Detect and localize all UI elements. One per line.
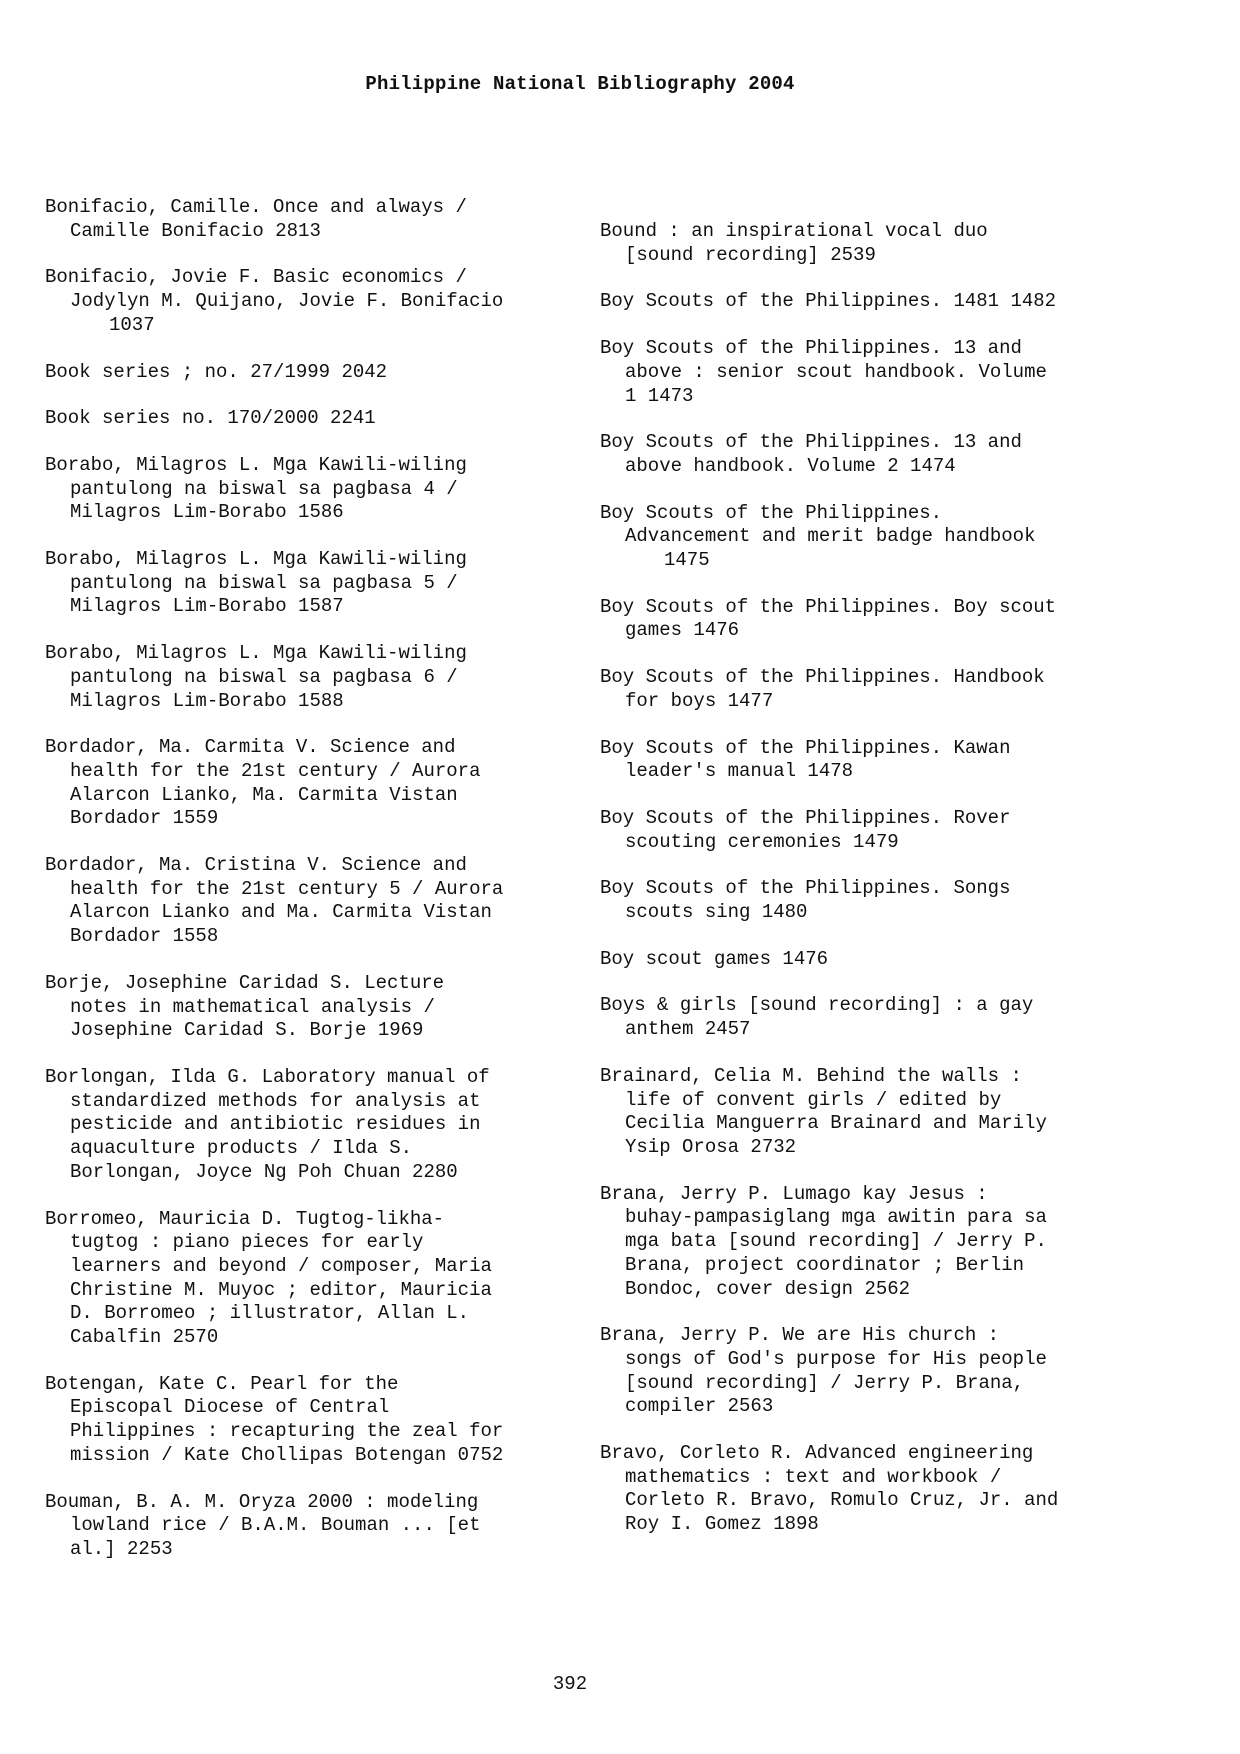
entry-line: aquaculture products / Ilda S. (70, 1137, 413, 1160)
entry-line: Cabalfin 2570 (70, 1326, 219, 1349)
entry-line: Boy scout games 1476 (600, 947, 829, 970)
entry-line: Botengan, Kate C. Pearl for the (45, 1372, 399, 1395)
entry-line: Borlongan, Joyce Ng Poh Chuan 2280 (70, 1160, 458, 1183)
entry-line: tugtog : piano pieces for early (70, 1231, 424, 1254)
page-number: 392 (552, 1673, 588, 1695)
entry-line: pesticide and antibiotic residues in (70, 1113, 481, 1136)
bibliography-entry (600, 948, 1140, 972)
bibliography-entry (45, 1373, 565, 1468)
entry-line: Bonifacio, Camille. Once and always / (45, 196, 467, 218)
left-column (45, 196, 565, 1585)
entry-line: Boy Scouts of the Philippines. Boy scout (600, 595, 1057, 618)
entry-line: pantulong na biswal sa pagbasa 6 / (70, 665, 458, 688)
entry-line: learners and beyond / composer, Maria (70, 1254, 492, 1277)
entry-line: Bordador, Ma. Carmita V. Science and (45, 736, 456, 759)
entry-line: Alarcon Lianko, Ma. Carmita Vistan (70, 783, 458, 806)
bibliography-entry (45, 736, 565, 831)
entry-line: Brana, project coordinator ; Berlin (625, 1253, 1025, 1276)
bibliography-entry (45, 972, 565, 1043)
entry-line: Book series no. 170/2000 2241 (45, 407, 376, 430)
entry-line: [sound recording] 2539 (625, 243, 876, 266)
entry-line: Bonifacio, Jovie F. Basic economics / (45, 266, 467, 289)
entry-line: Borje, Josephine Caridad S. Lecture (45, 971, 445, 994)
bibliography-entry (600, 596, 1140, 643)
entry-line: Josephine Caridad S. Borje 1969 (70, 1019, 424, 1042)
bibliography-entry (45, 407, 565, 431)
bibliography-entry (45, 266, 565, 337)
entry-line: health for the 21st century / Aurora (70, 759, 481, 782)
entry-line: life of convent girls / edited by (625, 1088, 1002, 1111)
entry-line: Borabo, Milagros L. Mga Kawili-wiling (45, 453, 467, 476)
entry-line: Boy Scouts of the Philippines. Handbook (600, 666, 1045, 689)
entry-line: mga bata [sound recording] / Jerry P. (625, 1230, 1047, 1253)
entry-line: Brainard, Celia M. Behind the walls : (600, 1064, 1022, 1087)
entry-line: games 1476 (625, 619, 740, 642)
entry-line: Book series ; no. 27/1999 2042 (45, 360, 388, 383)
entry-line: al.] 2253 (70, 1537, 173, 1560)
entry-line: D. Borromeo ; illustrator, Allan L. (70, 1302, 470, 1325)
entry-line: above handbook. Volume 2 1474 (625, 454, 956, 477)
right-column (600, 220, 1140, 1560)
bibliography-entry (600, 1442, 1140, 1537)
entry-line: Boy Scouts of the Philippines. (600, 501, 943, 524)
entry-line: Borabo, Milagros L. Mga Kawili-wiling (45, 548, 467, 571)
entry-line: Ysip Orosa 2732 (625, 1135, 797, 1158)
entry-line: Brana, Jerry P. We are His church : (600, 1324, 1000, 1347)
entry-line: pantulong na biswal sa pagbasa 4 / (70, 477, 458, 500)
bibliography-entry (600, 994, 1140, 1041)
entry-line: buhay-pampasiglang mga awitin para sa (625, 1206, 1047, 1229)
entry-line: Borromeo, Mauricia D. Tugtog-likha- (45, 1207, 445, 1230)
entry-line: scouts sing 1480 (625, 901, 808, 924)
bibliography-entry (45, 454, 565, 525)
entry-line: Boy Scouts of the Philippines. 1481 1482 (600, 290, 1057, 313)
entry-line: Camille Bonifacio 2813 (70, 219, 321, 242)
entry-line: Christine M. Muyoc ; editor, Mauricia (70, 1278, 492, 1301)
bibliography-entry (45, 196, 565, 243)
entry-line: Brana, Jerry P. Lumago kay Jesus : (600, 1182, 988, 1205)
bibliography-entry (45, 1491, 565, 1562)
bibliography-entry (600, 1065, 1140, 1160)
entry-line: Bordador 1559 (70, 807, 219, 830)
entry-line: Bound : an inspirational vocal duo (600, 220, 988, 242)
entry-line: Borabo, Milagros L. Mga Kawili-wiling (45, 642, 467, 665)
bibliography-entry (45, 854, 565, 949)
bibliography-entry (600, 290, 1140, 314)
bibliography-entry (600, 807, 1140, 854)
entry-line: Boy Scouts of the Philippines. Rover (600, 806, 1011, 829)
entry-line: health for the 21st century 5 / Aurora (70, 877, 504, 900)
entry-line: Boy Scouts of the Philippines. Songs (600, 877, 1011, 900)
bibliography-entry (600, 666, 1140, 713)
bibliography-entry (600, 877, 1140, 924)
entry-line: mission / Kate Chollipas Botengan 0752 (70, 1443, 504, 1466)
entry-line: Bravo, Corleto R. Advanced engineering (600, 1442, 1034, 1465)
bibliography-entry (600, 737, 1140, 784)
page-title: Philippine National Bibliography 2004 (365, 73, 795, 95)
entry-line: Boy Scouts of the Philippines. 13 and (600, 431, 1022, 454)
bibliography-entry (600, 1324, 1140, 1419)
entry-line: Philippines : recapturing the zeal for (70, 1420, 504, 1443)
entry-line: Milagros Lim-Borabo 1587 (70, 595, 344, 618)
entry-line: notes in mathematical analysis / (70, 995, 435, 1018)
bibliography-entry (45, 361, 565, 385)
entry-line: standardized methods for analysis at (70, 1089, 481, 1112)
entry-line: anthem 2457 (625, 1018, 751, 1041)
bibliography-entry (45, 642, 565, 713)
entry-line: leader's manual 1478 (625, 760, 854, 783)
entry-line: 1037 (109, 313, 155, 336)
entry-line: Milagros Lim-Borabo 1586 (70, 501, 344, 524)
entry-line: Episcopal Diocese of Central (70, 1396, 390, 1419)
entry-line: Jodylyn M. Quijano, Jovie F. Bonifacio (70, 290, 504, 313)
entry-line: Bondoc, cover design 2562 (625, 1277, 911, 1300)
bibliography-entry (600, 431, 1140, 478)
entry-line: 1475 (664, 549, 710, 572)
entry-line: mathematics : text and workbook / (625, 1465, 1002, 1488)
bibliography-entry (600, 1183, 1140, 1302)
entry-line: lowland rice / B.A.M. Bouman ... [et (70, 1514, 481, 1537)
bibliography-entry (45, 1066, 565, 1185)
entry-line: scouting ceremonies 1479 (625, 830, 899, 853)
entry-line: compiler 2563 (625, 1395, 774, 1418)
entry-line: Milagros Lim-Borabo 1588 (70, 689, 344, 712)
bibliography-entry (600, 220, 1140, 267)
bibliography-entry (45, 548, 565, 619)
entry-line: Boys & girls [sound recording] : a gay (600, 994, 1034, 1017)
entry-line: Boy Scouts of the Philippines. Kawan (600, 736, 1011, 759)
entry-line: Boy Scouts of the Philippines. 13 and (600, 337, 1022, 360)
entry-line: pantulong na biswal sa pagbasa 5 / (70, 571, 458, 594)
entry-line: Corleto R. Bravo, Romulo Cruz, Jr. and (625, 1489, 1059, 1512)
bibliography-entry (600, 337, 1140, 408)
entry-line: Bordador 1558 (70, 925, 219, 948)
entry-line: Advancement and merit badge handbook (625, 525, 1036, 548)
entry-line: above : senior scout handbook. Volume (625, 360, 1047, 383)
entry-line: songs of God's purpose for His people (625, 1347, 1047, 1370)
entry-line: [sound recording] / Jerry P. Brana, (625, 1371, 1025, 1394)
entry-line: Roy I. Gomez 1898 (625, 1513, 819, 1536)
entry-line: Borlongan, Ilda G. Laboratory manual of (45, 1065, 490, 1088)
entry-line: 1 1473 (625, 384, 694, 407)
entry-line: Cecilia Manguerra Brainard and Marily (625, 1112, 1047, 1135)
entry-line: for boys 1477 (625, 689, 774, 712)
entry-line: Alarcon Lianko and Ma. Carmita Vistan (70, 901, 492, 924)
bibliography-entry (45, 1208, 565, 1350)
entry-line: Bordador, Ma. Cristina V. Science and (45, 854, 467, 877)
entry-line: Bouman, B. A. M. Oryza 2000 : modeling (45, 1490, 479, 1513)
bibliography-entry (600, 502, 1140, 573)
